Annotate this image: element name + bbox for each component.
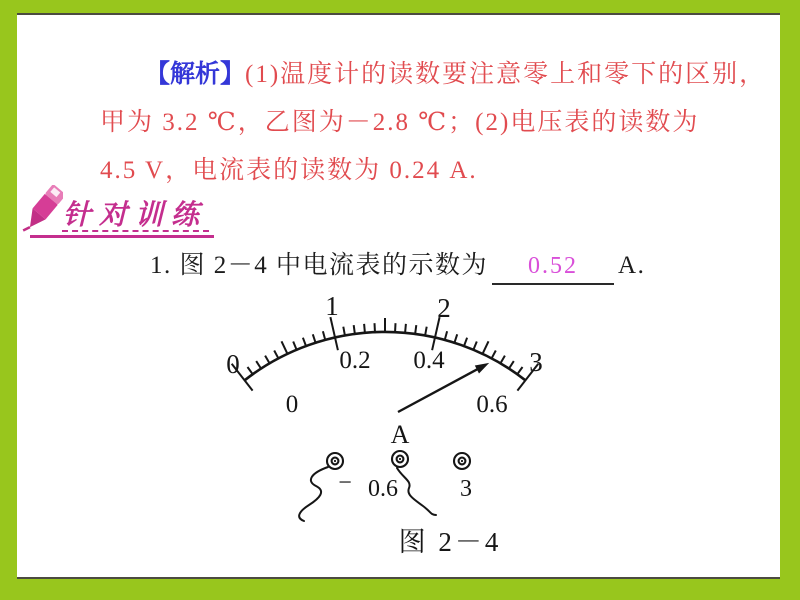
analysis-line-3: 4.5 V，电流表的读数为 0.24 A. [100, 157, 478, 184]
outer-scale-label-3: 3 [529, 347, 543, 377]
inner-scale-label-06: 0.6 [476, 391, 508, 418]
pen-nib [23, 225, 30, 232]
analysis-text-1: (1)温度计的读数要注意零上和零下的区别， [245, 61, 767, 88]
outer-scale-label-0: 0 [226, 349, 240, 379]
meter-needle [398, 368, 480, 412]
outer-scale-label-2: 2 [437, 293, 451, 323]
wire-middle [397, 468, 436, 515]
analysis-line-2: 甲为 3.2 ℃，乙图为－2.8 ℃；(2)电压表的读数为 [100, 109, 700, 136]
meter-arc [245, 332, 526, 380]
inner-scale-label-04: 0.4 [413, 347, 445, 374]
terminal-label-negative: − [338, 470, 352, 496]
analysis-tag: 【解析】 [145, 61, 246, 88]
slide-content [17, 13, 780, 579]
terminal-post-3 [454, 453, 470, 469]
analysis-line-1 [100, 51, 767, 99]
wire-left [299, 467, 328, 521]
terminal-label-3: 3 [460, 476, 472, 502]
terminal-label-06: 0.6 [368, 476, 398, 502]
meter-unit-label: A [390, 420, 410, 449]
meter-needle-arrowhead [475, 363, 489, 374]
inner-scale-label-02: 0.2 [339, 347, 371, 374]
answer-value: 0.52 [528, 253, 579, 279]
outer-scale-label-1: 1 [325, 291, 339, 321]
question-line [150, 249, 645, 285]
section-header-label: 针对训练 [63, 200, 208, 231]
answer-blank [492, 249, 614, 285]
figure-caption: 图 2－4 [398, 527, 502, 557]
meter-ticks [232, 317, 539, 391]
analysis-paragraph [100, 51, 767, 195]
terminal-post-06 [392, 451, 408, 467]
marker-pen-icon [17, 185, 63, 239]
ammeter-figure [195, 288, 575, 573]
question-unit: A. [618, 252, 646, 279]
question-text: 1. 图 2－4 中电流表的示数为 [150, 252, 489, 279]
terminal-post-negative [327, 453, 343, 469]
header-solid-underline [30, 235, 214, 238]
section-header [17, 185, 237, 257]
inner-scale-label-0: 0 [285, 391, 299, 418]
header-dashed-underline [62, 230, 209, 232]
